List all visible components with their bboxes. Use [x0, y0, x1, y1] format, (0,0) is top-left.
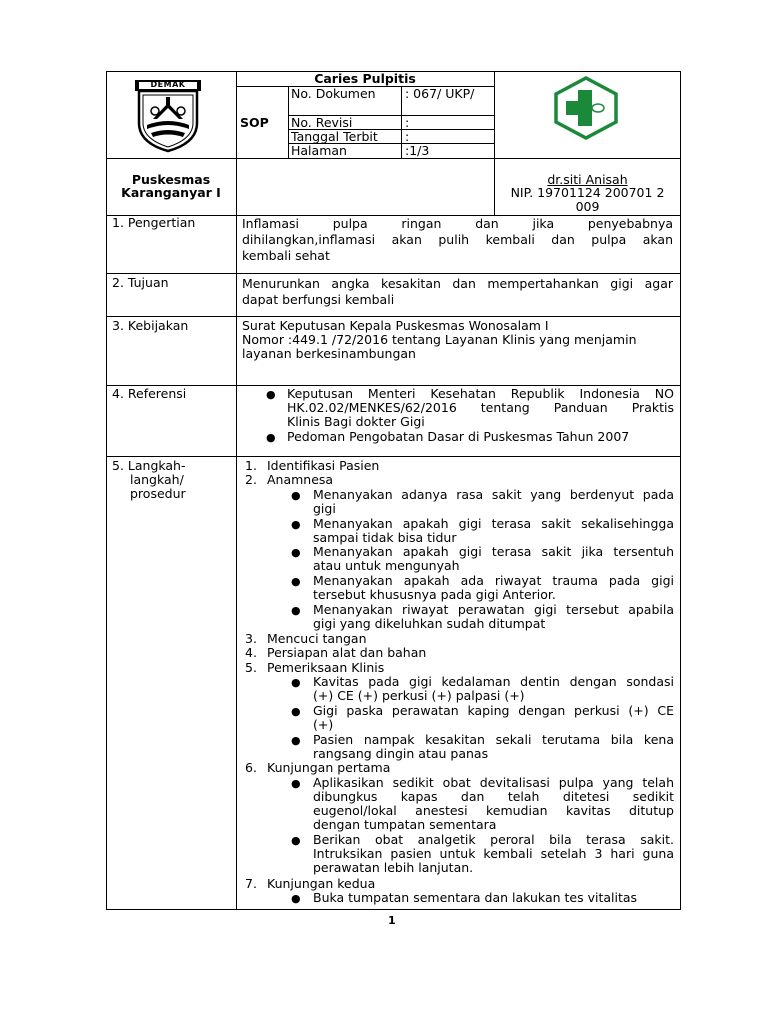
referensi-item [287, 387, 674, 429]
field-value-tanggal: : [405, 129, 410, 144]
step-bullet-line: Menanyakan apakah ada riwayat trauma pada gigi [313, 573, 674, 589]
bullet-icon: ● [291, 488, 301, 502]
step-bullet-line: tersebut khususnya pada gigi Anterior. [313, 587, 556, 603]
pengertian-label: 1. Pengertian [112, 215, 196, 230]
tujuan-line: dapat berfungsi kembali [242, 292, 395, 307]
row-line-tujuan [106, 316, 681, 317]
step-bullet [313, 776, 674, 832]
step-bullet-line: eugenol/lokal anestesi kemudian kavitas ditutup [313, 802, 674, 818]
col-divider-logo [494, 71, 495, 158]
field-value-revisi: : [405, 115, 410, 130]
col-divider-field [401, 86, 402, 158]
bullet-icon: ● [291, 575, 301, 589]
step-title: Kunjungan kedua [267, 875, 376, 891]
step-number: 7. [245, 875, 257, 891]
referensi-line: Keputusan Menteri Kesehatan Republik Indonesia NO [287, 386, 674, 401]
bullet-icon: ● [291, 604, 301, 617]
org-name-line2: Karanganyar I [121, 185, 221, 200]
step-bullet [313, 517, 674, 545]
langkah-label-cont: prosedur [130, 486, 186, 501]
kebijakan-label: 3. Kebijakan [112, 318, 189, 333]
col-divider-sop [288, 86, 289, 158]
langkah-label: 5. Langkah- [112, 458, 186, 473]
bullet-icon: ● [291, 704, 301, 718]
bullet-icon: ● [266, 431, 276, 444]
step-title: Pemeriksaan Klinis [267, 659, 385, 675]
row-line-pengertian [106, 273, 681, 274]
bullet-icon: ● [291, 546, 301, 560]
puskesmas-logo [552, 76, 620, 140]
bullet-icon: ● [291, 834, 301, 848]
step-bullet-line: (+) [313, 716, 334, 732]
step-bullet-line: Menanyakan riwayat perawatan gigi tersebut apabila [313, 602, 674, 617]
step-bullet-line: perawatan lebih lanjutan. [313, 860, 474, 876]
step-bullet-line: Gigi paska perawatan kaping dengan perkusi (+) CE [313, 702, 674, 718]
page-number: 1 [388, 914, 396, 927]
step-number: 5. [245, 659, 257, 675]
kebijakan-line: Surat Keputusan Kepala Puskesmas Wonosalam I [242, 318, 549, 333]
demak-logo [133, 77, 203, 153]
pengertian-line: kembali sehat [242, 248, 330, 263]
kebijakan-line: layanan berkesinambungan [242, 346, 416, 361]
field-value-halaman: :1/3 [405, 143, 430, 158]
step-bullet-line: Menanyakan apakah gigi terasa sakit jika tersentuh [313, 544, 674, 560]
bullet-icon: ● [291, 676, 301, 689]
step-bullet-line: atau untuk mengunyah [313, 558, 460, 574]
referensi-line: HK.02.02/MENKES/62/2016 tentang Panduan Praktis [287, 400, 674, 415]
step-number: 6. [245, 760, 257, 776]
step-bullet [313, 891, 674, 905]
step-bullet-line: dibungkus kapas dan telah ditetesi sedikit [313, 788, 674, 804]
field-value-dokumen: : 067/ UKP/ [405, 86, 475, 101]
step-bullet-line: Aplikasikan sedikit obat devitalisasi pulpa yang telah [313, 774, 674, 790]
field-label-dokumen: No. Dokumen [291, 86, 376, 101]
step-number: 1. [245, 458, 257, 473]
step-number: 4. [245, 645, 257, 661]
bullet-icon: ● [291, 776, 301, 790]
step-bullet [313, 603, 674, 631]
tujuan-line: Menurunkan angka kesakitan dan mempertahankan gigi agar [242, 276, 673, 291]
signer-nip: NIP. 19701124 200701 2 [510, 185, 665, 200]
pengertian-line: Inflamasi pulpa ringan dan jika penyebabnya [242, 216, 673, 231]
step-bullet [313, 704, 674, 732]
step-title: Anamnesa [267, 472, 334, 488]
step-bullet [313, 675, 674, 703]
row-line-referensi [106, 456, 681, 457]
step-number: 3. [245, 630, 257, 646]
step-bullet-line: sampai tidak bisa tidur [313, 529, 457, 545]
step-bullet-line: gigi [313, 500, 336, 516]
step-title: Mencuci tangan [267, 630, 367, 646]
step-bullet-line: Menanyakan apakah gigi terasa sakit sekalisehingga [313, 515, 674, 531]
step-bullet [313, 574, 674, 602]
bullet-icon: ● [291, 517, 301, 531]
step-bullet [313, 545, 674, 573]
referensi-item: Pedoman Pengobatan Dasar di Puskesmas Tahun 2007 [287, 429, 630, 444]
langkah-label-cont: langkah/ [130, 472, 184, 487]
bullet-icon: ● [291, 892, 301, 905]
sop-title: Caries Pulpitis [314, 71, 416, 86]
signer-nip-cont: 009 [575, 199, 600, 214]
field-label-tanggal: Tanggal Terbit [291, 129, 378, 144]
step-title: Kunjungan pertama [267, 760, 391, 776]
step-bullet-line: Buka tumpatan sementara dan lakukan tes vitalitas [313, 890, 638, 905]
field-label-halaman: Halaman [291, 143, 347, 158]
bullet-icon: ● [266, 388, 276, 401]
pengertian-text [242, 216, 673, 264]
tujuan-text [242, 276, 673, 308]
step-bullet [313, 733, 674, 761]
step-bullet [313, 488, 674, 516]
step-bullet-line: Berikan obat analgetik peroral bila terasa sakit. [313, 832, 674, 848]
step-bullet-line: Intruksikan pasien untuk kembali setelah 3 hari guna [313, 846, 674, 862]
step-bullet-line: dengan tumpatan sementara [313, 816, 497, 832]
step-title: Identifikasi Pasien [267, 458, 380, 473]
referensi-label: 4. Referensi [112, 386, 187, 401]
logo-text: DEMAK [150, 80, 186, 89]
step-bullet-line: (+) CE (+) perkusi (+) palpasi (+) [313, 688, 525, 703]
signer-name: dr.siti Anisah [547, 172, 628, 187]
step-bullet [313, 833, 674, 875]
kebijakan-text [242, 319, 673, 361]
row-line-header [106, 158, 681, 159]
step-number: 2. [245, 472, 257, 488]
field-label-revisi: No. Revisi [291, 115, 353, 130]
step-bullet-line: Pasien nampak kesakitan sekali terutama bila kena [313, 731, 674, 747]
step-title: Persiapan alat dan bahan [267, 645, 427, 661]
bullet-icon: ● [291, 733, 301, 747]
org-name-line1: Puskesmas [131, 172, 211, 187]
sop-label: SOP [240, 115, 269, 130]
procedure-steps [236, 458, 681, 910]
step-bullet-line: gigi yang dikeluhkan sudah ditumpat [313, 616, 546, 631]
step-bullet-line: rangsang dingin atau panas [313, 745, 489, 761]
pengertian-line: dihilangkan,inflamasi akan pulih kembali dan pulpa akan [242, 232, 673, 247]
step-bullet-line: Menanyakan adanya rasa sakit yang berdenyut pada [313, 486, 674, 502]
step-bullet-line: Kavitas pada gigi kedalaman dentin dengan sondasi [313, 674, 674, 689]
kebijakan-line: Nomor :449.1 /72/2016 tentang Layanan Klinis yang menjamin [242, 332, 637, 347]
referensi-line: Klinis Bagi dokter Gigi [287, 414, 425, 429]
tujuan-label: 2. Tujuan [112, 275, 169, 290]
